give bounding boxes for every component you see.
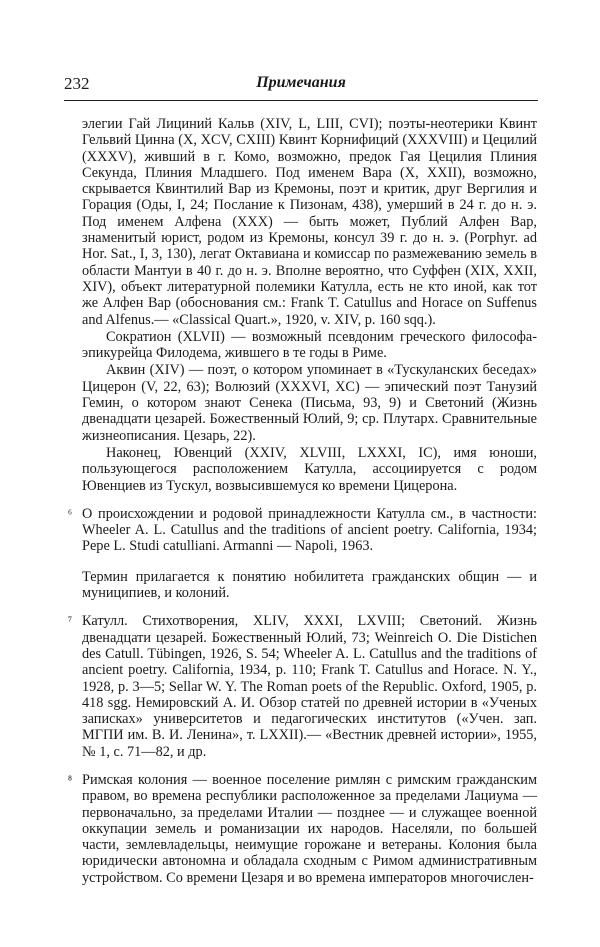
- header-rule: [64, 100, 538, 101]
- body-paragraph: Сократион (XLVII) — возможный псевдоним греческого философа-эпикурейца Филодема, жившего в те годы в Риме.: [82, 328, 537, 362]
- footnote-text: Катулл. Стихотворения, XLIV, XXXI, LXVIII; Светоний. Жизнь двенадцати цезарей. Божественный Юлий, 73; Weinreich O. Die Distichen des Catull. Tübingen, 1926, S. 54; Wheeler A. L. Catullus and the traditions of ancient poetry. California, 1934, p. 110; Frank T. Catullus and Horace. N. Y., 1928, p. 3—5; Sellar W. Y. The Roman poets of the Republic. Oxford, 1905, p. 418 sgg. Немировский А. И. Обзор статей по древней истории в «Ученых записках» университетов и педагогических институтов («Учен. зап. МГПИ им. В. И. Ленина», т. LXXII).— «Вестник древней истории», 1955, № 1, с. 71—82, и др.: [82, 613, 537, 760]
- body-paragraph: Аквин (XIV) — поэт, о котором упоминает в «Тускуланских беседах» Цицерон (V, 22, 63); Волюзий (XXXVI, XC) — эпический поэт Танузий Гемин, о котором знают Сенека (Письма, 93, 9) и Светоний (Жизнь двенадцати цезарей. Божественный Юлий, 9; ср. Плутарх. Сравнительные жизнеописания. Цезарь, 22).: [82, 362, 537, 444]
- footnote: [67, 771, 537, 886]
- footnote: [67, 505, 537, 602]
- footnote: [67, 613, 537, 760]
- page-body: [67, 115, 537, 886]
- footnote-marker: ⁷: [67, 614, 73, 629]
- page-header: [64, 72, 538, 96]
- running-title: Примечания: [256, 74, 346, 91]
- footnote-marker: ⁸: [67, 772, 73, 787]
- page-number: 232: [64, 74, 90, 93]
- footnote-text: О происхождении и родовой принадлежности Катулла см., в частности: Wheeler A. L. Catullus and the traditions of ancient poetry. California, 1934; Pepe L. Studi catulliani. Armanni — Napoli, 1963.: [82, 505, 537, 555]
- body-paragraph: Наконец, Ювенций (XXIV, XLVIII, LXXXI, IC), имя юноши, пользующегося расположением Катулла, ассоциируется с родом Ювенциев из Тускул, возвысившемуся ко времени Цицерона.: [82, 444, 537, 494]
- footnote-text: Римская колония — военное поселение римлян с римским гражданским правом, во времена республики расположенное за пределами Лациума — первоначально, за пределами Италии — позднее — и служащее военной оккупации земель и романизации их народов. Населяли, по большей части, землевладельцы, неимущие горожане и ветераны. Колония была юридически автономна и обладала сходным с Римом административным устройством. Со времени Цезаря и во времена императоров многочислен-: [82, 771, 537, 886]
- footnote-marker: ⁶: [67, 506, 73, 521]
- footnote-text: Термин прилагается к понятию нобилитета гражданских общин — и муниципиев, и колоний.: [82, 568, 537, 602]
- body-paragraph: элегии Гай Лициний Кальв (XIV, L, LIII, CVI); поэты-неотерики Квинт Гельвий Цинна (X, XCV, CXIII) Квинт Корнифиций (XXXVIII) и Цецилий (XXXV), живший в г. Комо, возможно, предок Гая Цецилия Плиния Секунда, Плиния Младшего. Под именем Вара (X, XXII), возможно, скрывается Квинтилий Вар из Кремоны, поэт и критик, друг Вергилия и Горация (Оды, I, 24; Послание к Пизонам, 438), умерший в 24 г. до н. э. Под именем Алфена (XXX) — быть может, Публий Алфен Вар, знаменитый юрист, родом из Кремоны, консул 39 г. до н. э. (Porphyr. ad Hor. Sat., I, 3, 130), легат Октавиана и комиссар по размежеванию земель в области Мантуи в 40 г. до н. э. Вполне вероятно, что Суффен (XIX, XXII, XIV), объект литературной полемики Катулла, есть не кто иной, как тот же Алфен Вар (обоснования см.: Frank T. Catullus and Horace on Suffenus and Alfenus.— «Classical Quart.», 1920, v. XIV, p. 160 sqq.).: [82, 116, 537, 328]
